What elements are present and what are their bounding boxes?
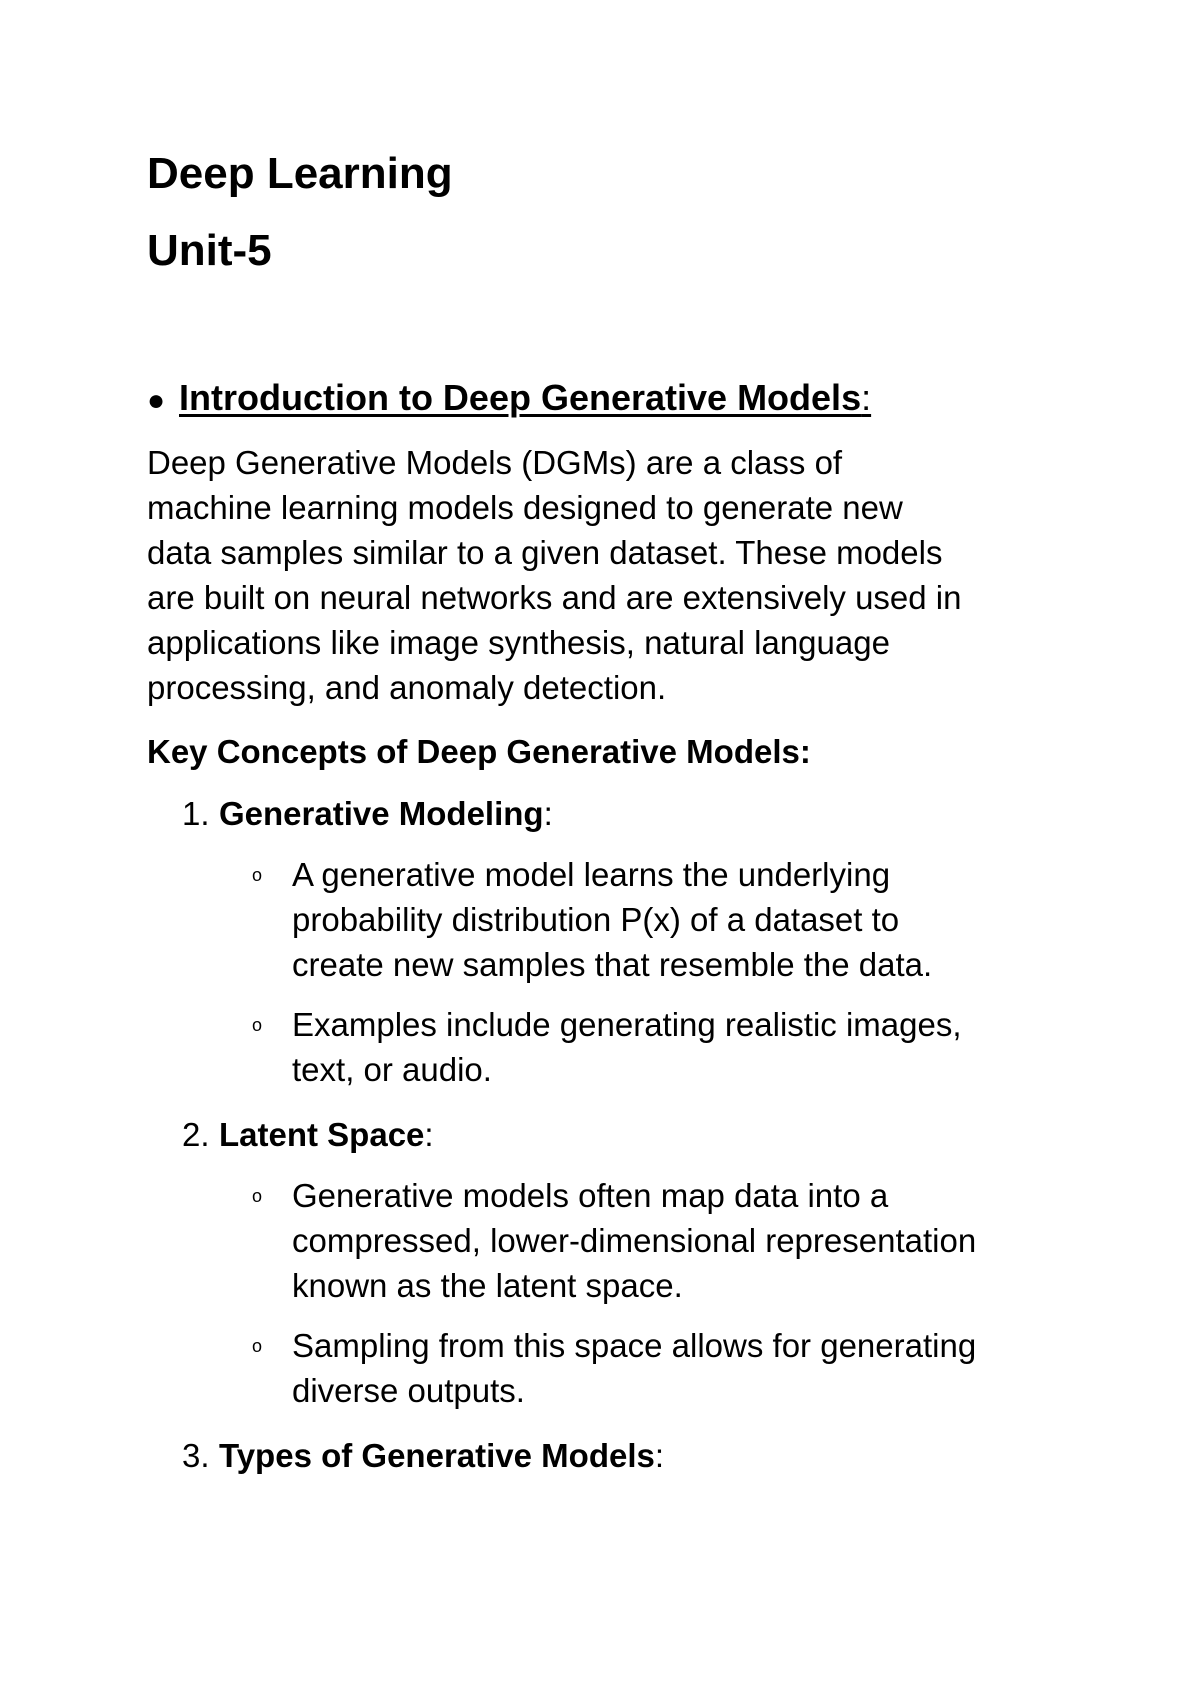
intro-line: processing, and anomaly detection.	[147, 669, 667, 706]
circle-bullet-icon: o	[252, 1186, 263, 1206]
section-heading	[147, 376, 871, 423]
concept-points	[252, 852, 1112, 1092]
point-line: diverse outputs.	[292, 1372, 525, 1409]
point-line: compressed, lower-dimensional representation	[292, 1222, 977, 1259]
intro-line: applications like image synthesis, natural language	[147, 624, 890, 661]
document-title: Deep Learning	[147, 149, 453, 198]
concept-point	[252, 852, 1112, 987]
concept-point	[252, 1173, 1112, 1308]
concept-suffix: :	[424, 1116, 434, 1153]
concept-suffix: :	[543, 795, 553, 832]
concept-number: 2.	[182, 1116, 210, 1153]
point-line: Examples include generating realistic images,	[292, 1006, 962, 1043]
section-heading-colon: :	[861, 377, 872, 418]
concept-number: 3.	[182, 1437, 210, 1474]
intro-line: Deep Generative Models (DGMs) are a class of	[147, 444, 843, 481]
concept-points	[252, 1173, 1112, 1413]
point-line: create new samples that resemble the data.	[292, 946, 933, 983]
circle-bullet-icon: o	[252, 1336, 263, 1356]
unit-label: Unit-5	[147, 226, 272, 275]
intro-paragraph	[147, 440, 1067, 710]
key-concepts-heading: Key Concepts of Deep Generative Models:	[147, 733, 811, 770]
concept-point	[252, 1002, 1112, 1092]
concept-label: Generative Modeling	[219, 795, 544, 832]
intro-line: data samples similar to a given dataset. These models	[147, 534, 943, 571]
concept-label: Types of Generative Models	[219, 1437, 655, 1474]
circle-bullet-icon: o	[252, 865, 263, 885]
concept-item	[182, 1113, 434, 1157]
point-line: text, or audio.	[292, 1051, 492, 1088]
point-line: Sampling from this space allows for generating	[292, 1327, 977, 1364]
concept-item	[182, 1434, 664, 1478]
intro-line: machine learning models designed to generate new	[147, 489, 903, 526]
point-line: A generative model learns the underlying	[292, 856, 891, 893]
point-line: known as the latent space.	[292, 1267, 683, 1304]
concept-suffix: :	[654, 1437, 665, 1474]
concept-number: 1.	[182, 795, 210, 832]
intro-line: are built on neural networks and are extensively used in	[147, 579, 962, 616]
point-line: probability distribution P(x) of a dataset to	[292, 901, 900, 938]
section-heading-text: Introduction to Deep Generative Models	[179, 377, 862, 418]
concept-item	[182, 792, 553, 836]
circle-bullet-icon: o	[252, 1015, 263, 1035]
bullet-icon: ●	[147, 384, 166, 417]
concept-label: Latent Space	[219, 1116, 425, 1153]
concept-point	[252, 1323, 1112, 1413]
point-line: Generative models often map data into a	[292, 1177, 889, 1214]
